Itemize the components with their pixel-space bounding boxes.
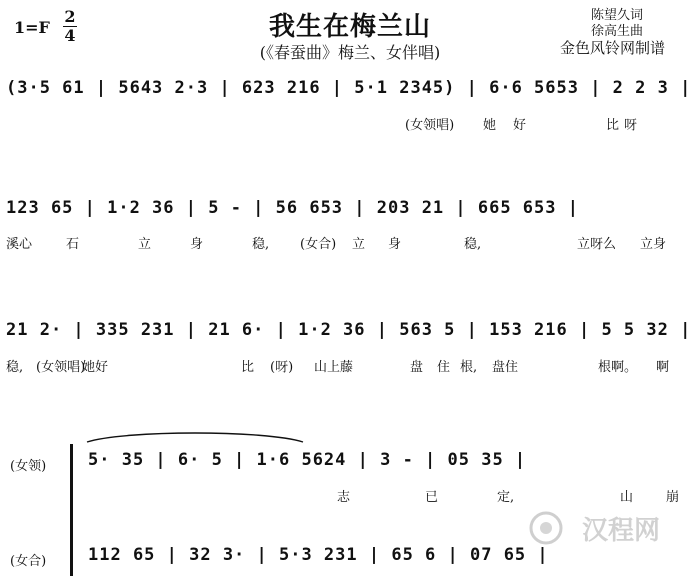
lyric-syllable: 啊 — [656, 360, 670, 375]
watermark-text: 汉程网 — [582, 516, 661, 546]
lyric-syllable: 已 — [425, 490, 439, 505]
lyric-syllable: 山 — [620, 490, 634, 505]
lyric-syllable: 山上藤 — [314, 360, 354, 375]
lyric-syllable: 根, — [460, 360, 478, 375]
score-line-2: 123 65 | 1·2 36 | 5 - | 56 653 | 203 21 | 665 653 | — [6, 198, 579, 218]
voice-label-lead: (女领) — [10, 459, 47, 474]
score-line-5: 112 65 | 32 3· | 5·3 231 | 65 6 | 07 65 | — [88, 545, 549, 565]
lyric-syllable: 好 — [513, 118, 527, 133]
score-line-4: 5· 35 | 6· 5 | 1·6 5624 | 3 - | 05 35 | — [88, 450, 527, 470]
lyric-syllable: (呀) — [270, 360, 294, 375]
lyric-syllable: 志 — [337, 490, 351, 505]
voice-label-chorus: (女合) — [10, 554, 47, 569]
lyric-syllable: 崩 — [666, 490, 680, 505]
lyric-syllable: 身 — [190, 237, 204, 252]
lyric-syllable: 立 — [352, 237, 366, 252]
lyric-syllable: 她 — [483, 118, 497, 133]
song-subtitle: (《春蚕曲》梅兰、女伴唱) — [259, 43, 441, 62]
publisher-credit: 金色风铃网制谱 — [560, 39, 666, 57]
lyric-syllable: 立 — [138, 237, 152, 252]
lyric-syllable: 比 — [606, 118, 620, 133]
lyric-syllable: 立身 — [640, 237, 667, 252]
lyric-syllable: 稳, — [464, 237, 482, 252]
song-title: 我生在梅兰山 — [268, 12, 431, 42]
score-line-1: (3·5 61 | 5643 2·3 | 623 216 | 5·1 2345) | 6·6 5653 | 2 2 3 | — [6, 78, 692, 98]
lyric-syllable: 呀 — [624, 118, 638, 133]
lyric-syllable: 立呀么 — [577, 237, 617, 252]
lyric-syllable: 溪心 — [6, 237, 33, 252]
lyric-syllable: (女领唱) — [36, 360, 86, 375]
lyricist-credit: 陈望久词 — [591, 8, 644, 23]
key-signature: 1=F — [14, 18, 50, 37]
lyric-syllable: 身 — [388, 237, 402, 252]
lyric-syllable: 根啊。 — [598, 360, 638, 375]
lyric-syllable: (女领唱) — [405, 118, 455, 133]
lyric-syllable: 盘 — [410, 360, 424, 375]
lyric-syllable: (女合) — [300, 237, 337, 252]
watermark-logo-icon — [520, 506, 576, 548]
lyric-syllable: 稳, — [252, 237, 270, 252]
system-brace — [70, 444, 77, 576]
time-signature-numerator: 2 — [64, 7, 76, 26]
score-line-3: 21 2· | 335 231 | 21 6· | 1·2 36 | 563 5 | 153 216 | 5 5 32 | — [6, 320, 692, 340]
lyric-syllable: 稳, — [6, 360, 24, 375]
composer-credit: 徐高生曲 — [591, 24, 644, 39]
time-signature-denominator: 4 — [64, 26, 76, 45]
lyric-syllable: 住 — [437, 360, 451, 375]
lyric-syllable: 比 — [241, 360, 255, 375]
phrase-slur — [85, 428, 310, 448]
lyric-syllable: 盘住 — [492, 360, 519, 375]
lyric-syllable: 定, — [497, 490, 515, 505]
lyric-syllable: 她好 — [82, 360, 109, 375]
lyric-syllable: 石 — [66, 237, 80, 252]
